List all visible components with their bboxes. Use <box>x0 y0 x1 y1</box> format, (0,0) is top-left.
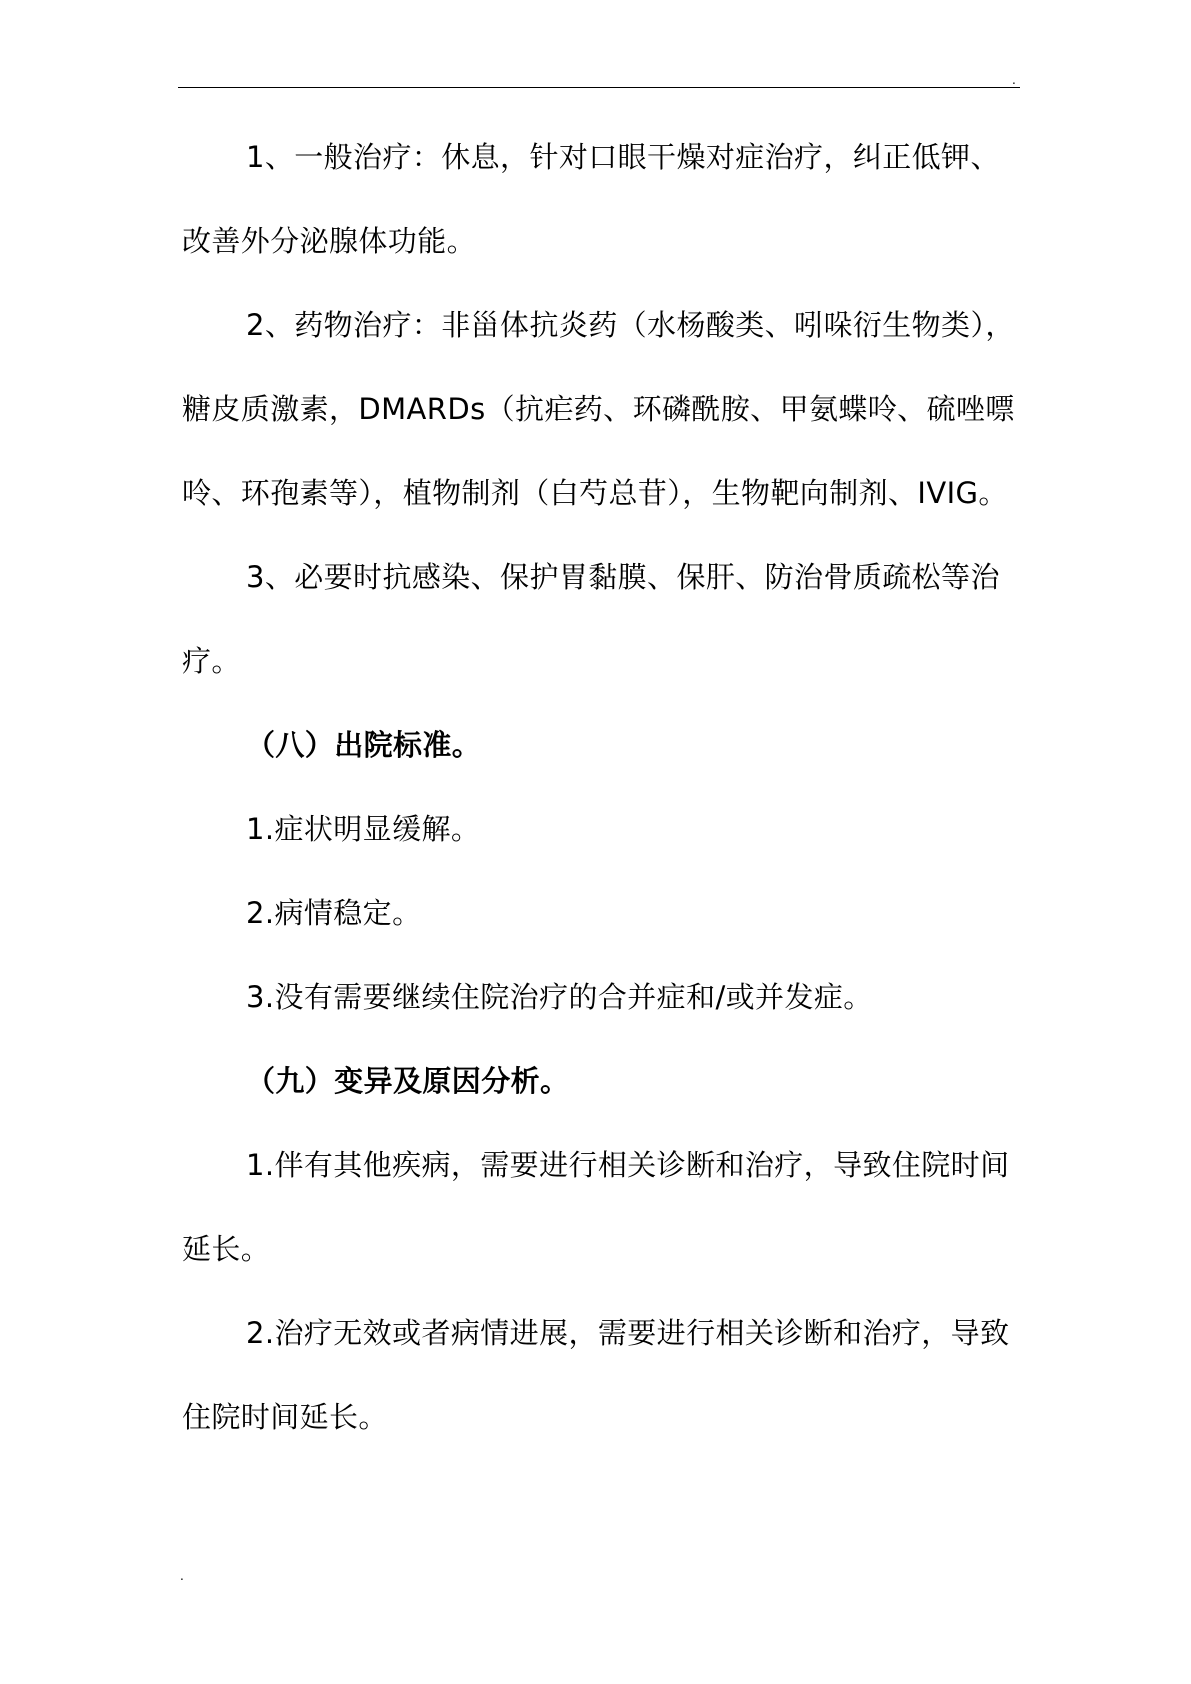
paragraph-discharge-criterion-3: 3.没有需要继续住院治疗的合并症和/或并发症。 <box>246 980 873 1014</box>
paragraph-discharge-criterion-2: 2.病情稳定。 <box>246 896 422 930</box>
paragraph-discharge-criterion-1: 1.症状明显缓解。 <box>246 812 481 846</box>
section-heading-discharge-criteria: （八）出院标准。 <box>246 728 482 762</box>
paragraph-variation-2: 2.治疗无效或者病情进展，需要进行相关诊断和治疗，导致住院时间延长。 <box>182 1316 1010 1434</box>
footer-mark: . <box>180 1569 184 1583</box>
paragraph-variation-1: 1.伴有其他疾病，需要进行相关诊断和治疗，导致住院时间延长。 <box>182 1148 1010 1266</box>
paragraph-drug-treatment: 2、药物治疗：非甾体抗炎药（水杨酸类、吲哚衍生物类），糖皮质激素，DMARDs（抗疟药、环磷酰胺、甲氨蝶呤、硫唑嘌呤、环孢素等），植物制剂（白芍总苷），生物靶向制剂、IVIG。 <box>182 308 1015 510</box>
header-rule <box>178 87 1020 88</box>
section-heading-variation-analysis: （九）变异及原因分析。 <box>246 1064 570 1098</box>
header-mark: . <box>1012 73 1016 87</box>
paragraph-general-treatment: 1、一般治疗：休息，针对口眼干燥对症治疗，纠正低钾、改善外分泌腺体功能。 <box>182 140 1000 258</box>
document-body <box>182 115 1022 1459</box>
paragraph-supportive-treatment: 3、必要时抗感染、保护胃黏膜、保肝、防治骨质疏松等治疗。 <box>182 560 1000 678</box>
